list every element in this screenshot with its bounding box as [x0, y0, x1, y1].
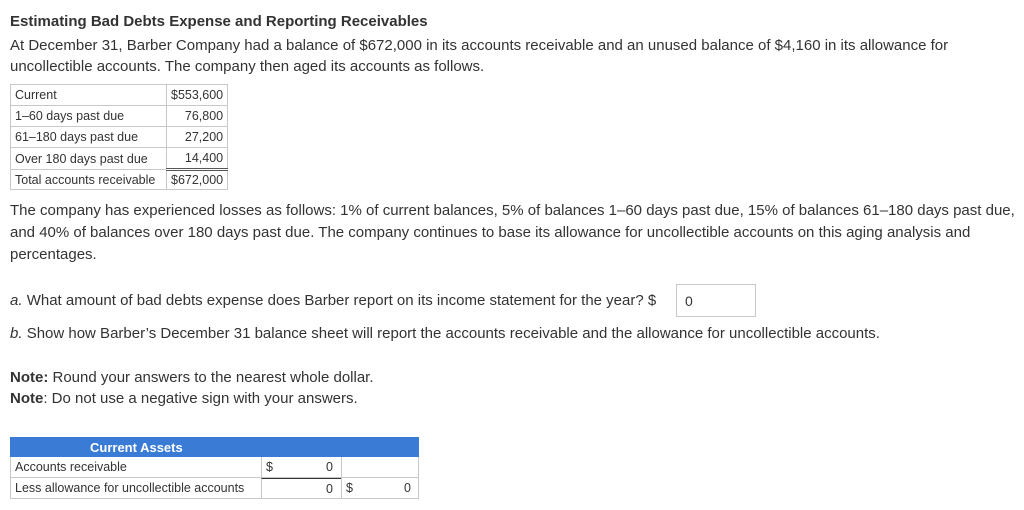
net-receivable-input[interactable] — [341, 478, 419, 498]
problem-title: Estimating Bad Debts Expense and Reporting Receivables — [10, 13, 428, 30]
aging-table — [10, 84, 228, 190]
table-row — [11, 127, 228, 148]
question-b — [10, 325, 880, 342]
table-row — [11, 148, 228, 170]
note-label: Note: — [10, 369, 49, 386]
current-assets-table — [10, 437, 419, 499]
note-text: Round your answers to the nearest whole dollar. — [52, 369, 374, 386]
aging-amount: $672,000 — [167, 170, 228, 190]
aging-label: 1–60 days past due — [11, 106, 167, 127]
aging-amount: 76,800 — [167, 106, 228, 127]
table-row — [10, 478, 419, 499]
total-row — [11, 170, 228, 190]
bad-debts-expense-input[interactable]: 0 — [676, 284, 756, 317]
question-text: Show how Barber’s December 31 balance sheet will report the accounts receivable and the allowance for uncollectible accounts. — [26, 325, 880, 342]
row-label: Accounts receivable — [15, 460, 127, 474]
header-label: Current Assets — [90, 440, 183, 455]
accounts-receivable-input[interactable] — [261, 457, 341, 477]
note-label: Note — [10, 390, 44, 407]
note-text: : Do not use a negative sign with your answers. — [43, 390, 358, 407]
aging-amount: 27,200 — [167, 127, 228, 148]
aging-label: Over 180 days past due — [11, 148, 167, 170]
aging-label: Total accounts receivable — [11, 170, 167, 190]
intro-paragraph: At December 31, Barber Company had a balance of $672,000 in its accounts receivable and an unused balance of $4,160 in its allowance for uncollectible accounts. The company then aged its accounts as follows. — [10, 37, 949, 75]
cell-value: 0 — [404, 481, 411, 495]
current-assets-header — [10, 437, 419, 457]
empty-cell — [341, 457, 419, 477]
losses-paragraph: The company has experienced losses as follows: 1% of current balances, 5% of balances 1–60 days past due, 15% of balances 61–180 days past due, and 40% of balances over 180 days past due. The company continues to base its allowance for uncollectible accounts on this aging analysis and percentages. — [10, 202, 1015, 263]
question-text: What amount of bad debts expense does Barber report on its income statement for the year? $ — [26, 292, 657, 309]
aging-amount: $553,600 — [167, 85, 228, 106]
cell-value: 0 — [326, 460, 333, 474]
aging-label: 61–180 days past due — [11, 127, 167, 148]
allowance-input[interactable] — [261, 478, 341, 498]
question-letter: a. — [10, 292, 23, 309]
question-letter: b. — [10, 325, 23, 342]
aging-label: Current — [11, 85, 167, 106]
note-negative — [10, 390, 358, 407]
question-a — [10, 292, 656, 309]
currency-symbol: $ — [266, 460, 273, 474]
table-row — [11, 85, 228, 106]
table-row — [10, 457, 419, 478]
table-row — [11, 106, 228, 127]
aging-amount: 14,400 — [167, 148, 228, 170]
row-label: Less allowance for uncollectible accounts — [15, 481, 245, 495]
currency-symbol: $ — [346, 481, 353, 495]
cell-value: 0 — [326, 482, 333, 496]
note-rounding — [10, 369, 374, 386]
